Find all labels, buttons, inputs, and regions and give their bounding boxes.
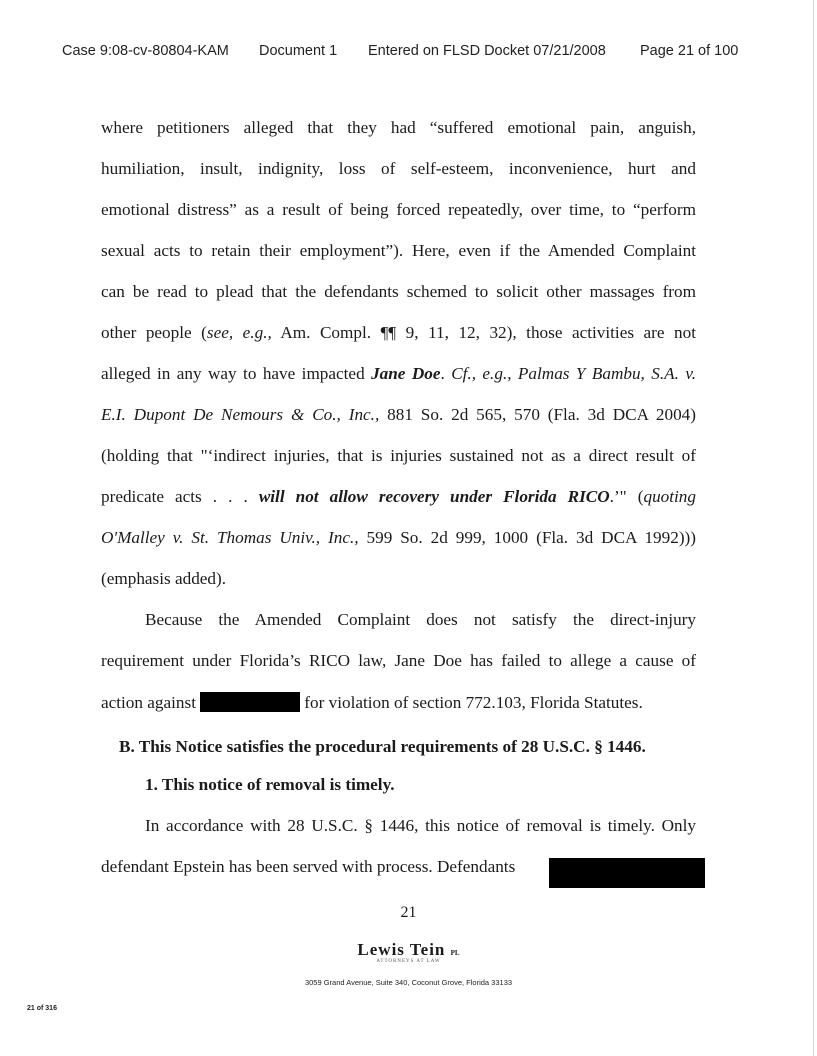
text-line: can be read to plead that the defendants schemed to solicit other massages from [101, 282, 696, 301]
page-edge [813, 0, 814, 1056]
firm-address: 3059 Grand Avenue, Suite 340, Coconut Grove, Florida 33133 [304, 978, 513, 987]
text-line: other people (see, e.g., Am. Compl. ¶¶ 9, 11, 12, 32), those activities are not [101, 323, 697, 342]
redaction-box [549, 858, 705, 888]
text-line: E.I. Dupont De Nemours & Co., Inc., 881 So. 2d 565, 570 (Fla. 3d DCA 2004) [101, 405, 696, 424]
section-heading-b: B. This Notice satisfies the procedural requirements of 28 U.S.C. § 1446. [119, 737, 646, 756]
text-line: alleged in any way to have impacted Jane Doe. Cf., e.g., Palmas Y Bambu, S.A. v. [101, 364, 696, 383]
page-count: Page 21 of 100 [640, 43, 739, 59]
firm-tagline: ATTORNEYS AT LAW [376, 959, 441, 964]
docket-entry: Entered on FLSD Docket 07/21/2008 [368, 43, 606, 59]
text-line: predicate acts . . . will not allow recovery under Florida RICO.’" (quoting [101, 487, 696, 506]
redaction-box [200, 692, 300, 712]
text-line: (emphasis added). [101, 569, 227, 588]
section-heading-1: 1. This notice of removal is timely. [145, 775, 395, 794]
text-line: Because the Amended Complaint does not satisfy the direct-injury [145, 610, 696, 629]
bates-stamp: 21 of 316 [27, 1005, 57, 1012]
text-line: action against for violation of section 772.103, Florida Statutes. [101, 693, 643, 712]
page-number: 21 [400, 904, 417, 921]
text-line: emotional distress” as a result of being forced repeatedly, over time, to “perform [101, 200, 696, 219]
jane-doe-emphasis: Jane Doe [371, 364, 441, 383]
text-line: where petitioners alleged that they had “suffered emotional pain, anguish, [101, 118, 696, 137]
text-line: In accordance with 28 U.S.C. § 1446, this notice of removal is timely. Only [145, 816, 696, 835]
document-number: Document 1 [259, 43, 338, 59]
text-line: O'Malley v. St. Thomas Univ., Inc., 599 So. 2d 999, 1000 (Fla. 3d DCA 1992))) [101, 528, 696, 547]
firm-logo: Lewis Tein PL [357, 940, 460, 959]
case-number: Case 9:08-cv-80804-KAM [62, 43, 229, 59]
text-line: requirement under Florida’s RICO law, Jane Doe has failed to allege a cause of [101, 651, 696, 670]
text-line: defendant Epstein has been served with process. Defendants [101, 857, 516, 876]
text-line: (holding that "‘indirect injuries, that is injuries sustained not as a direct result of [101, 446, 696, 465]
text-line: humiliation, insult, indignity, loss of self-esteem, inconvenience, hurt and [101, 159, 696, 178]
text-line: sexual acts to retain their employment”). Here, even if the Amended Complaint [101, 241, 696, 260]
